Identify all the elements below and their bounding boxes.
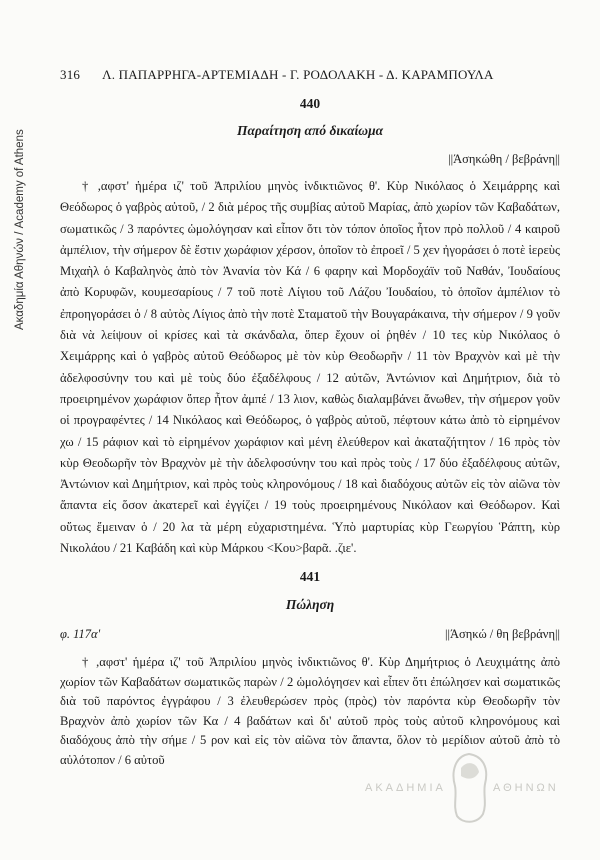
page-number: 316 (60, 67, 81, 82)
folio-reference: φ. 117α' (60, 627, 101, 641)
academy-seal-watermark (365, 750, 565, 830)
document-number-440: 440 (299, 96, 321, 111)
document-note-440: ||Άσηκώθη / βεβράνη|| (448, 152, 560, 166)
running-head (60, 67, 560, 83)
side-watermark: Ακαδημία Αθηνών / Academy of Athens (14, 129, 26, 330)
seal-text-left: ΑΚΑΔΗΜΙΑ (365, 782, 446, 794)
document-note-441: ||Άσηκώ / θη βεβράνη|| (444, 627, 560, 641)
athena-head-icon (447, 750, 491, 828)
document-title-441: Πώληση (285, 597, 335, 612)
document-number-441: 441 (299, 569, 321, 584)
document-text-440: † ,αφστ' ἡμέρα ιζ' τοῦ Ἀπριλίου μηνὸς ἰνδικτιῶνος θ'. Κὺρ Νικόλαος ὁ Χειμάρρης καὶ Θεόδωρος ὁ γαβρὸς αὐτοῦ, / 2 διὰ μέρος τῆς συμβίας αὐτοῦ Μαρίας, ἀπὸ χωρίον τῶν Καβαδάτων, σωματικῶς / 3 παρόντες ὡμολόγησαν καὶ εἶπον ὅτι τὸν τόπον ὁποῖος ἦτον πρὸ πολλοῦ / 4 καιροῦ ἀμπέλιον, τὴν σήμερον δὲ ἔστιν χωράφιον χέρσον, ὁποῖον τὸ ἐπροεῖ / 5 χεν ἠγοράσει ὁ ποτὲ ἱερεὺς Μιχαὴλ ὁ Καβαληνὸς ἀπὸ τὸν Ἀνανία τὸν Κά / 6 φαρην καὶ Μορδοχάϊν τοῦ Ναθάν, Ἰουδαίους ἀπὸ Κορυφῶν, κουμεσαρίους / 7 τοῦ ποτὲ Λίγιου τοῦ Λάζου Ἰουδαίου, τὸ ὁποῖον ἀμπέλιον τὸ ἐπροηγοράσει ὁ / 8 αὐτὸς Λίγιος ἀπὸ τὴν ποτὲ Σταματοῦ τὴν Βουγαράκαινα, τὴν σήμερον / 9 γοῦν διὰ νὰ λείψουν οἱ κρίσες καὶ τὰ σκάνδαλα, ὅπερ ἔχουν οἱ ῥηθέν / 10 τες κὺρ Νικόλαος ὁ Χειμάρρης καὶ ὁ γαβρὸς αὐτοῦ Θεόδωρος μὲ τὸν κὺρ Θεοδωρῆν / 11 τὸν Βραχνὸν καὶ μὲ τὴν ἀδελφοσύνην του καὶ μὲ τοὺς δύο ἐξαδέλφους / 12 αὐτῶν, Ἀντώνιον καὶ Δημήτριον, διὰ τὸ προειρημένον χωράφιον ὅπερ ἦτον ἀμπέ / 13 λιον, καθὼς διαλαμβάνει ἄνωθεν, τὴν σήμερον γοῦν οἱ προγραφέντες / 14 Νικόλαος καὶ Θεόδωρος, ὁ γαβρὸς αὐτοῦ, πέφτουν κάτω ἀπὸ τὸ εἰρημένον χω / 15 ράφιον καὶ τὸ εἰρημένον χωράφιον καὶ μένη ἐλεύθερον καὶ ἀκαταζήτητον / 16 πρὸς τὸν κὺρ Θεοδωρῆν τὸν Βραχνὸν μὲ τὴν ἀδελφοσύνην του καὶ πρὸς τοὺς / 17 δύο ἐξαδέλφους αὐτῶν, Ἀντώνιον καὶ Δημήτριον, καὶ πρὸς τοὺς κληρονόμους / 18 καὶ διαδόχους αὐτῶν εἰς τὸν αἰῶνα τὸν ἅπαντα εἰς ὅσον ἀκατερεῖ καὶ ἐγγίζει / 19 τοὺς προειρημένους Νικόλαον καὶ Θεόδωρον. Καὶ οὕτως ἔμειναν ὁ / 20 λα τὰ μέρη εὐχαριστημένα. Ὑπὸ μαρτυρίας κὺρ Γεωργίου Ῥάπτη, κὺρ Νικολάου / 21 Καβάδη καὶ κὺρ Μάρκου <Κου>βαρᾶ. .ζιε'. (60, 179, 560, 556)
document-text-441: † ,αφστ' ἡμέρα ιζ' τοῦ Ἀπριλίου μηνὸς ἰνδικτιῶνος θ'. Κὺρ Δημήτριος ὁ Λευχιμάτης ἀπὸ χωρίον τῶν Καβαδάτων σωματικῶς παρὼν / 2 ὡμολόγησεν καὶ εἶπεν ὅτι ἐπώλησεν καὶ σωματικῶς διὰ τοῦ παρόντος ἐγγράφου / 3 ἐλευθερώσεν πρὸς (πρὸς) τὸν παρόντα κὺρ Θεοδωρῆν τὸν Βραχνὸν ἀπὸ χωρίον τῶν Κα / 4 βαδάτων καὶ δι' αὐτοῦ πρὸς τοὺς αὐτοῦ κληρονόμους καὶ διαδόχους ἀπὸ τὴν σήμε / 5 ρον καὶ εἰς τὸν αἰῶνα τὸν ἅπαντα, ὅλον τὸ μερίδιον αὐτοῦ ἀπὸ τὸ αὐλότοπον / 6 αὐτοῦ (60, 655, 560, 767)
document-title-440: Παραίτηση από δικαίωμα (236, 123, 384, 138)
seal-text-right: ΑΘΗΝΩΝ (493, 782, 559, 794)
running-head-authors: Λ. ΠΑΠΑΡΡΗΓΑ-ΑΡΤΕΜΙΑΔΗ - Γ. ΡΟΔΟΛΑΚΗ - Δ. ΚΑΡΑΜΠΟΥΛΑ (102, 67, 494, 82)
